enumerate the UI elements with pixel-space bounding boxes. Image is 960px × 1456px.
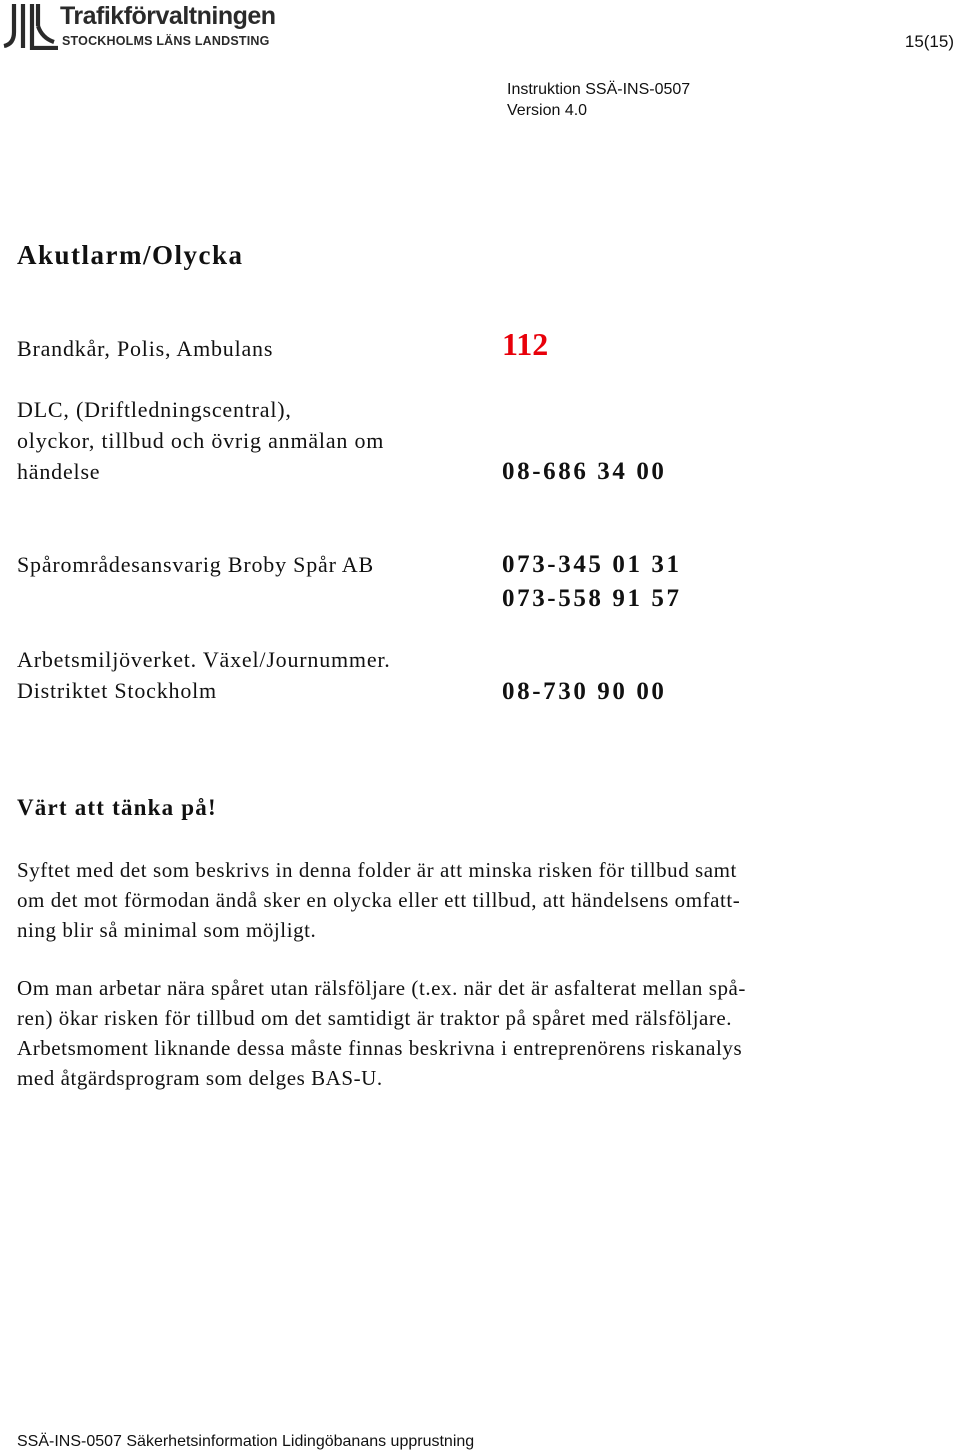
dlc-number: 08-686 34 00 [502,458,667,485]
emergency-label: Brandkår, Polis, Ambulans [17,336,274,361]
version-label: Version 4.0 [507,102,588,119]
organization-subtitle: STOCKHOLMS LÄNS LANDSTING [62,34,270,48]
dlc-label-line: DLC, (Driftledningscentral), [17,397,292,422]
dlc-label-line: olyckor, tillbud och övrig anmälan om [17,428,385,453]
paragraph-line: ren) ökar risken för tillbud om det samtidigt är traktor på spåret med rälsföljare. [17,1006,733,1030]
page-footer: SSÄ-INS-0507 Säkerhetsinformation Lidingöbanans upprustning [17,1433,475,1450]
track-responsible-label: Spårområdesansvarig Broby Spår AB [17,552,374,577]
paragraph-line: med åtgärdsprogram som delges BAS-U. [17,1066,383,1090]
track-responsible-number-2: 073-558 91 57 [502,585,682,612]
notes-heading: Värt att tänka på! [17,795,217,820]
instruction-id: Instruktion SSÄ-INS-0507 [507,81,691,98]
trafikforvaltningen-logo-mark-icon [2,2,58,50]
notes-paragraph-1 [17,855,957,945]
paragraph-line: Arbetsmoment liknande dessa måste finnas beskrivna i entreprenörens riskanalys [17,1036,743,1060]
notes-paragraph-2 [17,973,957,1093]
paragraph-line: om det mot förmodan ändå sker en olycka eller ett tillbud, att händelsens omfatt- [17,888,741,912]
organization-logo [0,0,320,52]
dlc-label [17,394,384,487]
emergency-number: 112 [502,326,549,362]
paragraph-line: Om man arbetar nära spåret utan rälsföljare (t.ex. när det är asfalterat mellan spå- [17,976,746,1000]
dlc-label-line: händelse [17,459,101,484]
work-environment-label [17,644,391,706]
page-number: 15(15) [904,32,954,51]
work-environment-label-line: Arbetsmiljöverket. Växel/Journummer. [17,647,391,672]
paragraph-line: ning blir så minimal som möjligt. [17,918,317,942]
organization-name: Trafikförvaltningen [60,2,276,30]
document-reference [507,79,690,121]
track-responsible-number-1: 073-345 01 31 [502,551,682,578]
page-title: Akutlarm/Olycka [17,240,244,270]
paragraph-line: Syftet med det som beskrivs in denna folder är att minska risken för tillbud samt [17,858,737,882]
work-environment-label-line: Distriktet Stockholm [17,678,217,703]
work-environment-number: 08-730 90 00 [502,678,667,705]
